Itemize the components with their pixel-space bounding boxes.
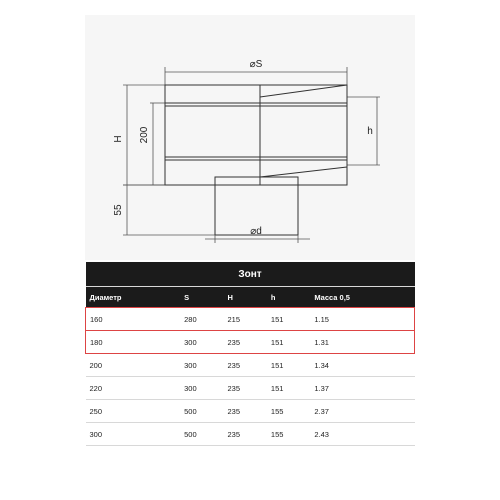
- cell: 500: [180, 423, 223, 446]
- cell: 200: [86, 354, 181, 377]
- table-row: [86, 400, 415, 423]
- cell: 180: [86, 331, 181, 354]
- table-row: [86, 354, 415, 377]
- table-row: [86, 377, 415, 400]
- cell: 235: [224, 423, 267, 446]
- header-mass: Масса 0,5: [310, 287, 414, 308]
- technical-drawing: [85, 15, 415, 260]
- header-h-upper: H: [224, 287, 267, 308]
- dimension-h-lower: [347, 97, 380, 165]
- table-header-row: [86, 287, 415, 308]
- cell: 300: [180, 377, 223, 400]
- header-diameter: Диаметр: [86, 287, 181, 308]
- header-s: S: [180, 287, 223, 308]
- dimension-s-label: ⌀S: [249, 59, 263, 70]
- dimension-200-label: 200: [139, 126, 150, 144]
- cell: 1.37: [310, 377, 414, 400]
- cell: 151: [267, 308, 310, 331]
- cell: 500: [180, 400, 223, 423]
- cell: 151: [267, 331, 310, 354]
- cell: 1.31: [310, 331, 414, 354]
- cell: 235: [224, 400, 267, 423]
- cell: 151: [267, 377, 310, 400]
- cell: 2.43: [310, 423, 414, 446]
- dimension-55: [123, 185, 215, 235]
- cell: 1.34: [310, 354, 414, 377]
- dimension-d-label: ⌀d: [250, 226, 262, 237]
- umbrella-body: [165, 85, 347, 185]
- cell: 235: [224, 354, 267, 377]
- cell: 300: [180, 331, 223, 354]
- cell: 2.37: [310, 400, 414, 423]
- cell: 235: [224, 331, 267, 354]
- cell: 160: [86, 308, 181, 331]
- cell: 300: [180, 354, 223, 377]
- table-row: [86, 308, 415, 331]
- dimension-h-lower-label: h: [367, 126, 373, 137]
- dimension-200: [150, 103, 165, 185]
- cell: 220: [86, 377, 181, 400]
- cell: 1.15: [310, 308, 414, 331]
- table-row: [86, 423, 415, 446]
- table-row: [86, 331, 415, 354]
- table-title-row: [86, 262, 415, 287]
- dimension-55-label: 55: [113, 204, 124, 216]
- spec-table: [85, 262, 415, 446]
- header-h-lower: h: [267, 287, 310, 308]
- cell: 215: [224, 308, 267, 331]
- cell: 235: [224, 377, 267, 400]
- cell: 151: [267, 354, 310, 377]
- dimension-h-upper-label: H: [113, 135, 124, 143]
- cell: 280: [180, 308, 223, 331]
- cell: 155: [267, 400, 310, 423]
- cell: 250: [86, 400, 181, 423]
- cell: 155: [267, 423, 310, 446]
- table-title: Зонт: [86, 262, 415, 287]
- cell: 300: [86, 423, 181, 446]
- umbrella-drawing-svg: [85, 15, 415, 260]
